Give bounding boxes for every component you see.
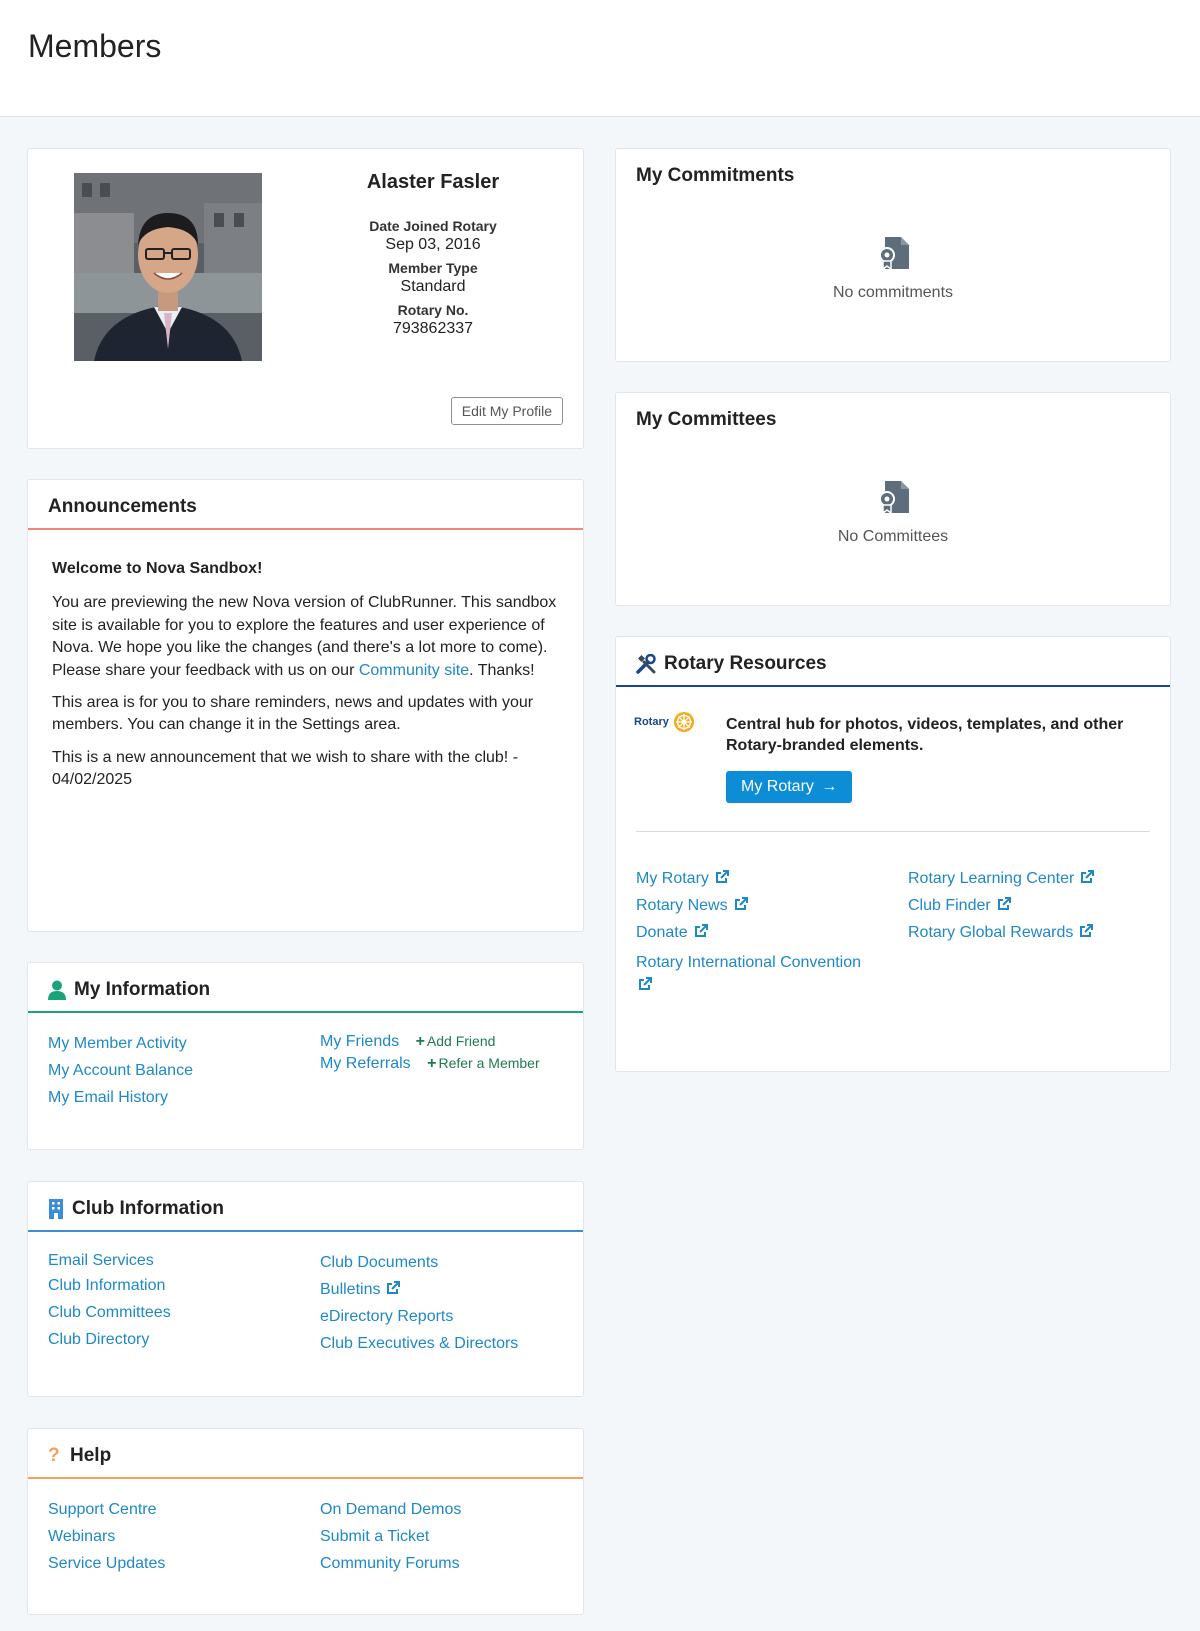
- commitments-empty-state: [616, 235, 1170, 302]
- external-link-icon: [694, 924, 708, 938]
- date-joined-value: Sep 03, 2016: [385, 236, 481, 253]
- member-type-label: Member Type: [388, 260, 478, 276]
- add-friend-link[interactable]: [416, 1033, 496, 1049]
- my-referrals-link[interactable]: My Referrals: [320, 1055, 411, 1072]
- rotary-wheel-icon: [673, 711, 695, 733]
- webinars-link[interactable]: Webinars: [48, 1528, 116, 1545]
- community-forums-link[interactable]: Community Forums: [320, 1555, 460, 1572]
- profile-info: [348, 171, 518, 338]
- club-directory-link[interactable]: Club Directory: [48, 1331, 150, 1348]
- my-committees-header: [616, 393, 1170, 443]
- rotary-resources-header: [616, 637, 1170, 687]
- email-services-link[interactable]: Email Services: [48, 1252, 154, 1269]
- help-left-links: [48, 1501, 165, 1582]
- my-member-activity-link[interactable]: My Member Activity: [48, 1035, 187, 1052]
- announcement-paragraph-2: This area is for you to share reminders, news and updates with your members. You can change it in the Settings area.: [52, 693, 534, 734]
- plus-icon: +: [415, 1033, 425, 1050]
- tools-icon: [636, 654, 656, 674]
- club-finder-link[interactable]: [908, 897, 1011, 915]
- announcement-heading: Welcome to Nova Sandbox!: [52, 560, 263, 577]
- announcements-card: [27, 479, 584, 932]
- my-commitments-header: [616, 149, 1170, 199]
- rotary-left-links: [636, 870, 886, 997]
- rotary-no-label: Rotary No.: [397, 302, 469, 318]
- avatar: [74, 173, 262, 361]
- announcement-paragraph: [52, 592, 559, 682]
- bulletins-link[interactable]: [320, 1281, 400, 1299]
- divider: [636, 831, 1150, 832]
- edit-profile-button[interactable]: Edit My Profile: [451, 397, 563, 425]
- my-info-left-links: [48, 1035, 193, 1116]
- rotary-convention-link-label: Rotary International Convention: [636, 954, 862, 971]
- my-committees-card: [615, 392, 1171, 606]
- rotary-resources-card: [615, 636, 1171, 1072]
- edirectory-reports-link[interactable]: eDirectory Reports: [320, 1308, 454, 1325]
- my-committees-title: My Committees: [636, 409, 777, 430]
- announcement-text: You are previewing the new Nova version of ClubRunner. This sandbox site is available for you to explore the features and user experience of Nova. We hope you like the changes (and there's a lot more to come). Please share your feedback with us on our: [52, 594, 557, 679]
- support-centre-link[interactable]: Support Centre: [48, 1501, 157, 1518]
- help-right-links: [320, 1501, 461, 1582]
- club-information-title: Club Information: [72, 1198, 224, 1219]
- my-rotary-link-label: My Rotary: [636, 870, 709, 887]
- rotary-news-link[interactable]: [636, 897, 748, 915]
- announcements-header: [28, 480, 583, 530]
- my-information-header: [28, 963, 583, 1013]
- announcement-text-end: . Thanks!: [469, 661, 535, 679]
- external-link-icon: [997, 897, 1011, 911]
- add-friend-label: Add Friend: [426, 1033, 496, 1049]
- club-information-header: [28, 1182, 583, 1232]
- external-link-icon: [386, 1281, 400, 1295]
- arrow-right-icon: →: [821, 778, 838, 795]
- my-information-title: My Information: [74, 979, 211, 1000]
- rotary-global-rewards-label: Rotary Global Rewards: [908, 924, 1074, 941]
- club-info-right-links: [320, 1254, 518, 1362]
- my-friends-link[interactable]: My Friends: [320, 1033, 400, 1050]
- profile-card: [27, 148, 584, 449]
- rotary-resources-title: Rotary Resources: [664, 653, 827, 674]
- community-site-link[interactable]: Community site: [358, 661, 470, 679]
- external-link-icon: [734, 897, 748, 911]
- my-info-right-links: [320, 1033, 540, 1077]
- help-header: [28, 1429, 583, 1479]
- external-link-icon: [1079, 924, 1093, 938]
- service-updates-link[interactable]: Service Updates: [48, 1555, 166, 1572]
- club-information-card: [27, 1181, 584, 1397]
- my-email-history-link[interactable]: My Email History: [48, 1089, 169, 1106]
- donate-link[interactable]: [636, 924, 708, 942]
- my-rotary-link[interactable]: [636, 870, 729, 888]
- no-commitments-text: No commitments: [832, 284, 954, 301]
- external-link-icon: [1080, 870, 1094, 884]
- member-type-value: Standard: [400, 278, 466, 295]
- plus-icon: +: [427, 1055, 437, 1072]
- club-executives-link[interactable]: Club Executives & Directors: [320, 1335, 519, 1352]
- submit-ticket-link[interactable]: Submit a Ticket: [320, 1528, 430, 1545]
- rotary-news-link-label: Rotary News: [636, 897, 728, 914]
- document-award-icon: [875, 235, 911, 271]
- help-title: Help: [70, 1445, 112, 1466]
- external-link-icon: [715, 870, 729, 884]
- rotary-right-links: [908, 870, 1094, 951]
- rotary-convention-link[interactable]: [636, 951, 876, 997]
- club-finder-label: Club Finder: [908, 897, 991, 914]
- club-committees-link[interactable]: Club Committees: [48, 1304, 171, 1321]
- announcement-body: [28, 530, 583, 792]
- rotary-description: Central hub for photos, videos, templates, and other Rotary-branded elements.: [726, 716, 1124, 754]
- person-icon: [48, 980, 66, 1000]
- rotary-global-rewards-link[interactable]: [908, 924, 1093, 942]
- club-information-link[interactable]: Club Information: [48, 1277, 166, 1294]
- rotary-learning-center-link[interactable]: [908, 870, 1094, 888]
- my-rotary-button-label: My Rotary: [741, 778, 814, 795]
- announcement-paragraph-3: This is a new announcement that we wish to share with the club! - 04/02/2025: [52, 748, 519, 789]
- bulletins-label: Bulletins: [320, 1281, 381, 1298]
- rotary-logo-text: Rotary: [634, 716, 669, 728]
- refer-member-link[interactable]: [427, 1055, 540, 1071]
- question-icon: ?: [48, 1445, 60, 1466]
- club-documents-link[interactable]: Club Documents: [320, 1254, 439, 1271]
- donate-link-label: Donate: [636, 924, 688, 941]
- my-commitments-title: My Commitments: [636, 165, 795, 186]
- help-card: [27, 1428, 584, 1615]
- my-account-balance-link[interactable]: My Account Balance: [48, 1062, 193, 1079]
- committees-empty-state: [616, 479, 1170, 546]
- no-committees-text: No Committees: [837, 528, 949, 545]
- external-link-icon: [638, 977, 652, 991]
- my-commitments-card: [615, 148, 1171, 362]
- rotary-no-value: 793862337: [392, 320, 474, 337]
- club-info-left-links: [48, 1252, 171, 1358]
- my-information-card: [27, 962, 584, 1150]
- member-name: Alaster Fasler: [366, 171, 500, 193]
- announcements-title: Announcements: [48, 496, 197, 517]
- my-rotary-button[interactable]: [726, 771, 852, 803]
- refer-member-label: Refer a Member: [438, 1055, 540, 1071]
- rotary-logo: [634, 711, 695, 733]
- date-joined-label: Date Joined Rotary: [369, 218, 497, 234]
- document-award-icon: [875, 479, 911, 515]
- rotary-learning-center-label: Rotary Learning Center: [908, 870, 1075, 887]
- building-icon: [48, 1199, 64, 1219]
- page-header: [0, 0, 1200, 117]
- on-demand-demos-link[interactable]: On Demand Demos: [320, 1501, 462, 1518]
- page-title: Members: [28, 28, 162, 64]
